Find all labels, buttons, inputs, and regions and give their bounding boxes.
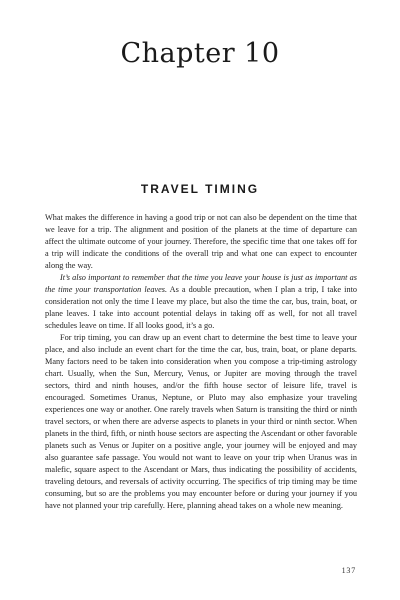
paragraph-italic-text: It’s also important to remember that the time you leave your house is just as important as the time your transportation leaves.: [45, 273, 357, 294]
paragraph-3: [45, 332, 357, 512]
paragraph-text: For trip timing, you can draw up an event chart to determine the best time to leave your place, and also include an event chart for the time the car, bus, train, boat, or plane departs. Many factors need to be taken into consideration when you compose a trip-timing astrology chart. Usually, when the Sun, Mercury, Venus, or Jupiter are moving through the travel sectors, third and ninth houses, and/or the fifth house sector of leisure life, travel is encouraged. Sometimes Uranus, Neptune, or Pluto may also emphasize your traveling experiences one way or another. One rarely travels when Saturn is transiting the third or ninth travel sectors, or when there are adverse aspects to planets in your third or ninth sector. When planets in the third, fifth, or ninth house sectors are aspecting the Ascendant or other favorable planets such as Venus or Jupiter on a positive angle, your journey will be enjoyed and may also guarantee safe passage. You would not want to leave on your trip when Uranus was in malefic, square aspect to the Ascendant or Mars, thus indicating the possibility of accidents, traveling detours, and reversals of activity occurring. The specifics of trip timing may be time consuming, but so are the problems you may encounter before or during your journey if you have not planned your trip carefully. Here, planning ahead takes on a whole new meaning.: [45, 333, 357, 510]
paragraph-text: As a double precaution, when I plan a trip, I take into consideration not only the time I leave my place, but also the time the car, bus, train, boat, or plane leaves. I take into account potential delays in taking off as well, for not all travel schedules leave on time. If all looks good, it’s a go.: [45, 285, 357, 330]
section-title: TRAVEL TIMING: [140, 182, 260, 196]
page-number: 137: [341, 566, 356, 575]
paragraph-text: What makes the difference in having a good trip or not can also be dependent on the time that we leave for a trip. The alignment and position of the planets at the time of departure can affect the ultimate outcome of your journey. Therefore, the specific time that one takes off for a trip will indicate the conditions of the overall trip and what one can expect to encounter along the way.: [45, 213, 357, 270]
paragraph-1: [45, 212, 357, 272]
body-text: [45, 212, 357, 512]
paragraph-2: [45, 272, 357, 332]
chapter-title: Chapter 10: [120, 38, 280, 69]
